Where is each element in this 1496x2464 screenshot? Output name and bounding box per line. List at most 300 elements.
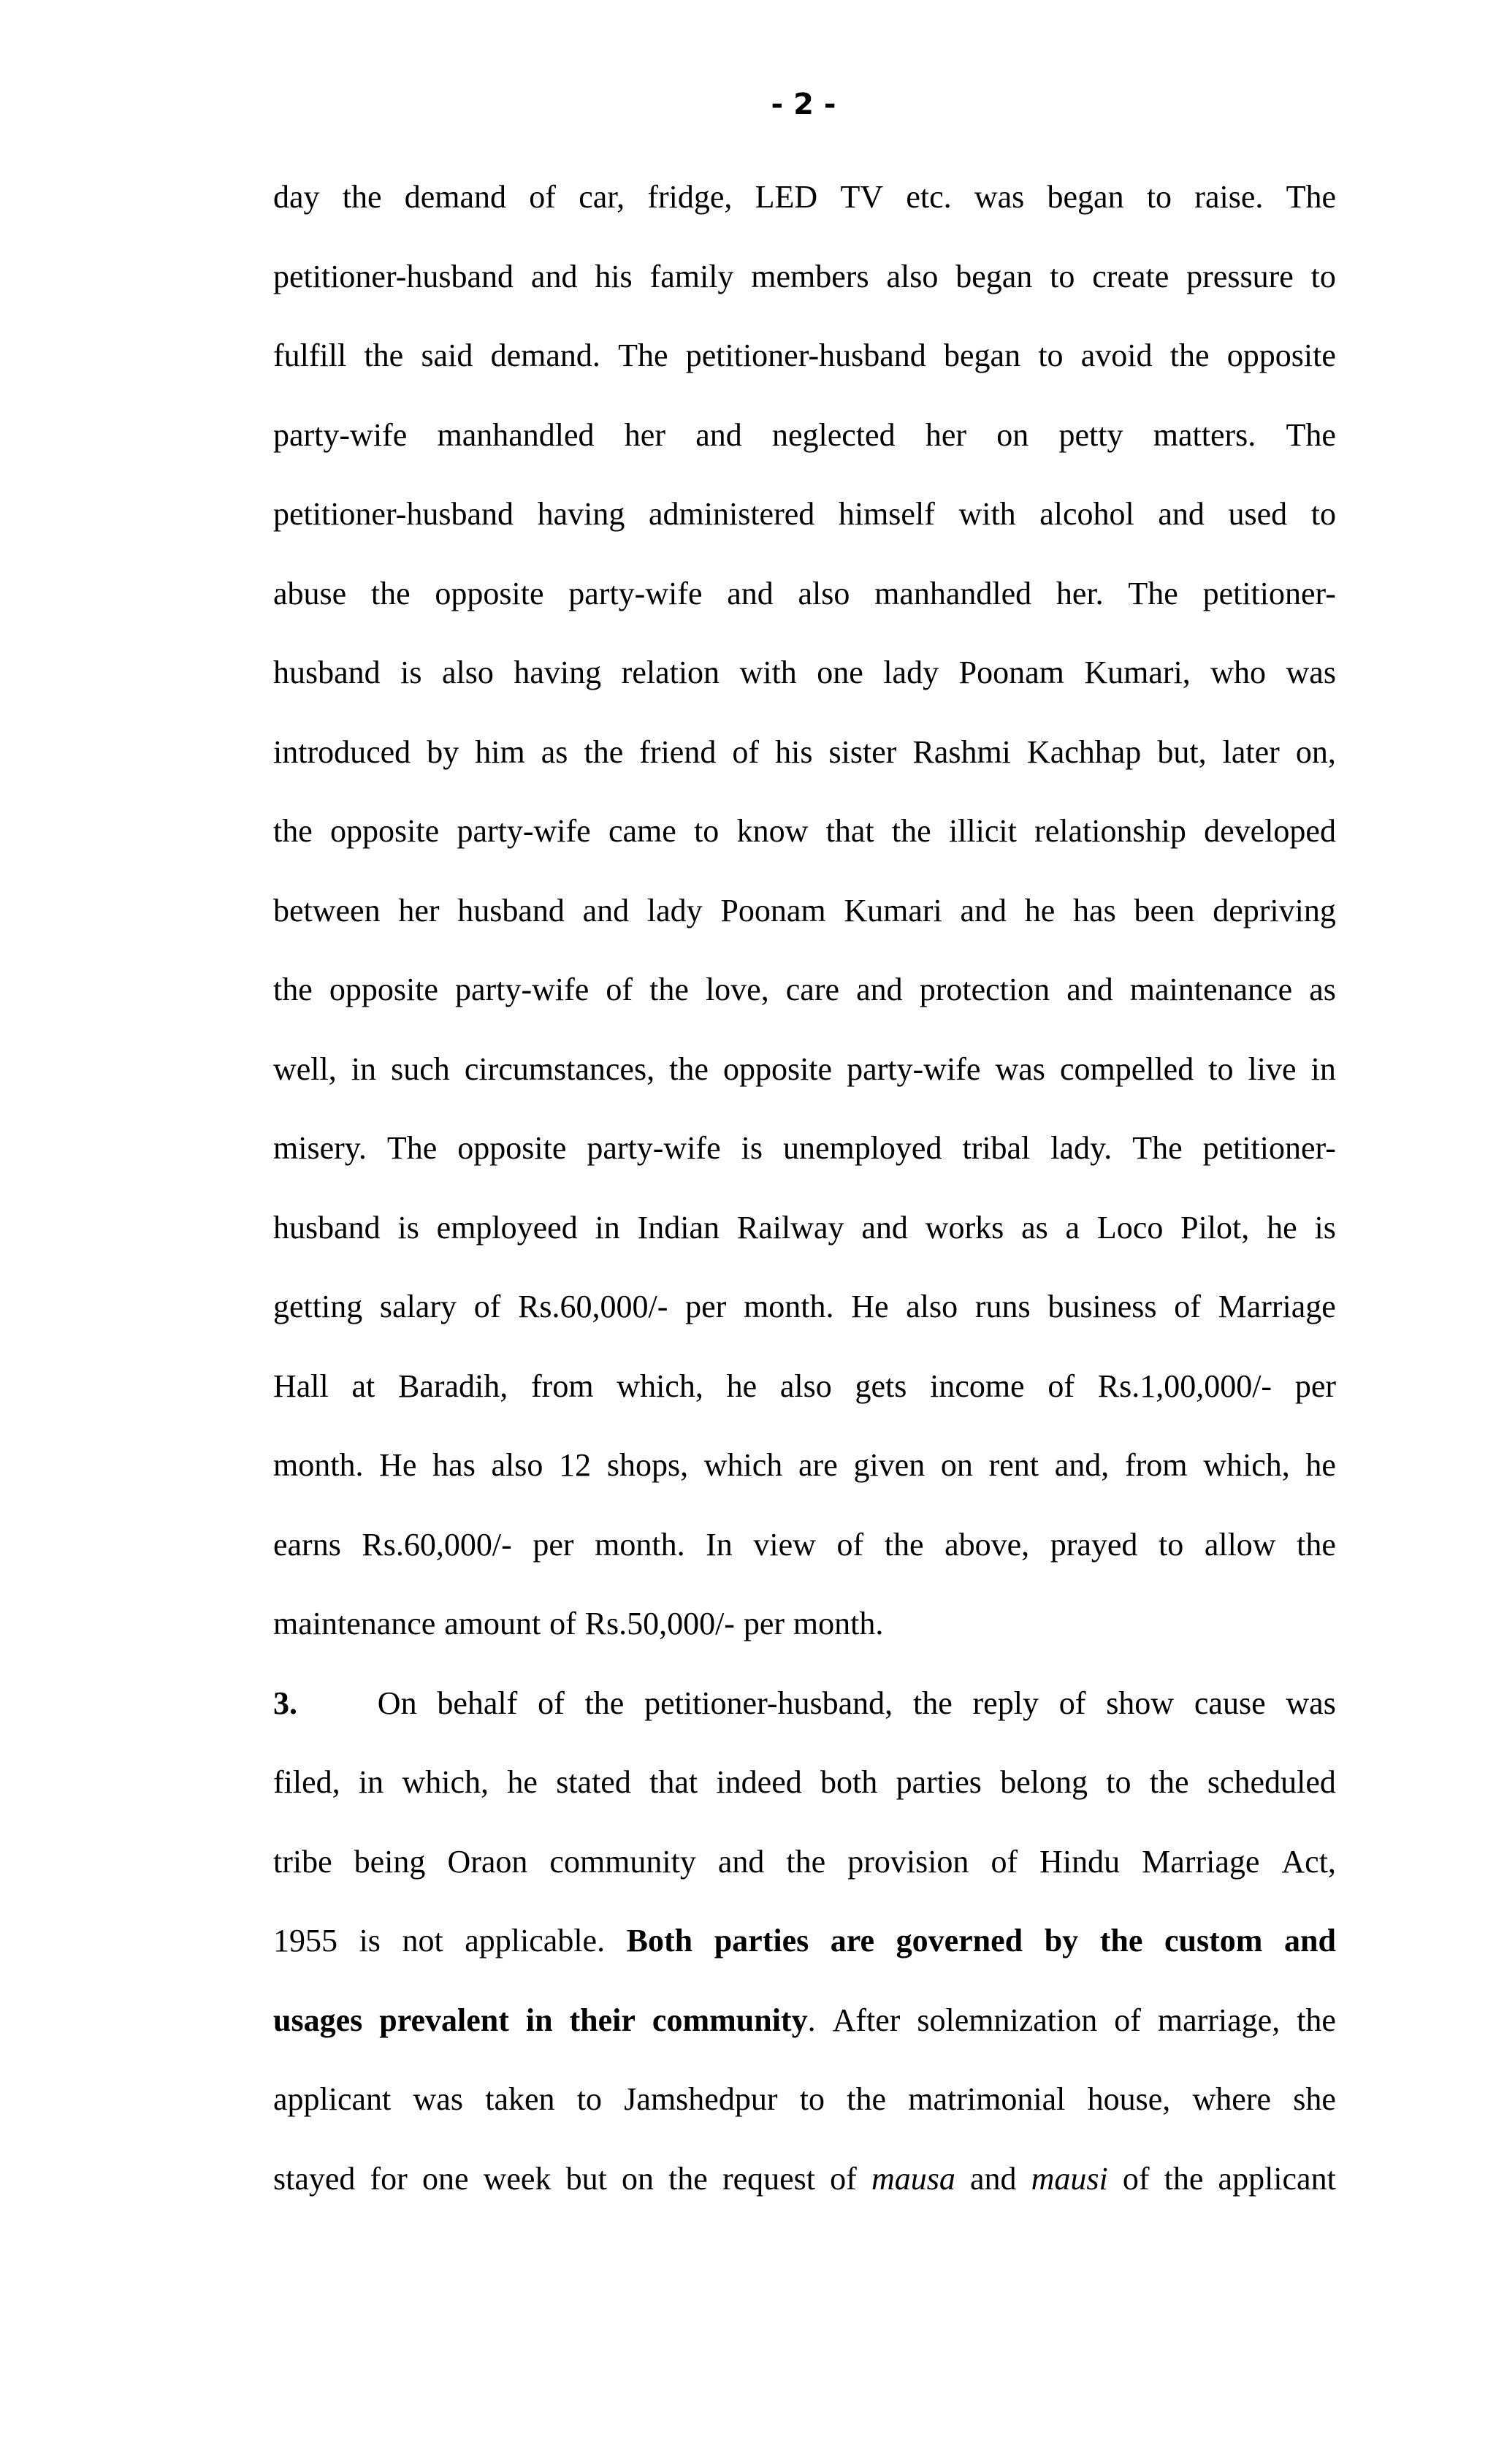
word: tribe [273, 1843, 332, 1880]
text-line [273, 1347, 1336, 1427]
word: a [1065, 1209, 1080, 1246]
word: The [1286, 416, 1336, 453]
word: of [538, 1685, 565, 1721]
word: depriving [1213, 892, 1336, 928]
word: Rs.1,00,000/- [1097, 1368, 1272, 1404]
word: was [1286, 1685, 1336, 1721]
text-line [273, 158, 1336, 237]
word: not [402, 1923, 443, 1958]
word: Indian [637, 1209, 720, 1246]
word: she [1293, 2081, 1336, 2117]
word: behalf [437, 1685, 518, 1721]
word: friend [639, 733, 717, 770]
word: developed [1204, 813, 1336, 849]
word: car, [579, 179, 625, 215]
word: which, [1203, 1447, 1290, 1483]
word: being [354, 1843, 426, 1880]
word: and [960, 892, 1007, 928]
word: her [398, 892, 440, 928]
text-line [273, 475, 1336, 554]
word: and [695, 416, 742, 453]
word: as [541, 733, 568, 770]
word: circumstances, [464, 1050, 655, 1087]
word: with [739, 655, 797, 690]
word: one [817, 655, 863, 690]
word: . [807, 2002, 816, 2038]
word: began [944, 337, 1021, 373]
word: illicit [948, 813, 1017, 849]
word: the [364, 337, 404, 373]
word: lady [883, 655, 939, 690]
word: Rs.60,000/- [518, 1289, 668, 1324]
word: that [649, 1764, 698, 1800]
word: filed, [273, 1764, 340, 1800]
word: stated [556, 1764, 631, 1800]
text-line [273, 554, 1336, 634]
word: is [359, 1923, 381, 1958]
word: scheduled [1207, 1764, 1336, 1800]
word: The [618, 337, 668, 373]
word: began [1047, 179, 1124, 215]
word: of [836, 1526, 864, 1563]
word: the [1149, 1764, 1189, 1800]
body-text [273, 158, 1336, 2219]
word: are [830, 1923, 875, 1958]
text-line [273, 1743, 1336, 1823]
word: been [1134, 892, 1195, 928]
word: abuse [273, 575, 347, 611]
word: tribal [962, 1130, 1031, 1166]
word: indeed [716, 1764, 802, 1800]
word: of [606, 972, 633, 1007]
word: rent [988, 1447, 1039, 1483]
word: opposite [1226, 337, 1336, 373]
word: love, [705, 972, 769, 1007]
word: for [370, 2160, 408, 2197]
word: also [906, 1289, 958, 1324]
word: reply [972, 1685, 1039, 1721]
word: belong [1000, 1764, 1088, 1800]
word: above, [944, 1526, 1030, 1563]
word: in [1310, 1050, 1336, 1087]
word: After [832, 2002, 901, 2038]
word: of [1047, 1368, 1075, 1404]
word-group [652, 1981, 816, 2061]
word: applicant [1218, 2160, 1336, 2197]
word: Loco [1096, 1209, 1164, 1246]
word: also [491, 1447, 543, 1483]
word: he [1024, 892, 1056, 928]
word: protection [919, 972, 1050, 1007]
word: the [786, 1843, 826, 1880]
word: provision [847, 1843, 969, 1880]
word: per [743, 1606, 785, 1641]
word: the [884, 1526, 924, 1563]
word: neglected [772, 416, 896, 453]
word: at [351, 1368, 375, 1404]
word: said [421, 337, 473, 373]
word: to [1159, 1526, 1184, 1563]
word: her. [1056, 575, 1104, 611]
text-line [273, 1981, 1336, 2061]
word: He [379, 1447, 417, 1483]
word: month. [793, 1606, 884, 1641]
word: Marriage [1218, 1289, 1336, 1324]
word: as [1309, 972, 1336, 1007]
word: and [1066, 972, 1113, 1007]
word: applicant [273, 2081, 392, 2117]
word: in [595, 1209, 620, 1246]
word: parties [714, 1923, 809, 1958]
word: well, [273, 1050, 337, 1087]
word: husband [457, 892, 565, 928]
text-line [273, 1584, 1336, 1664]
word: by [427, 733, 459, 770]
word: of [1122, 2160, 1150, 2197]
word: lady [646, 892, 703, 928]
word: to [1310, 496, 1336, 532]
word: to [1208, 1050, 1234, 1087]
word: and [1158, 496, 1205, 532]
word: TV [840, 179, 884, 215]
word: the [649, 972, 689, 1007]
word: demand. [490, 337, 600, 373]
word: members [751, 258, 869, 294]
word: and [861, 1209, 908, 1246]
word: one [421, 2160, 469, 2197]
text-line [273, 1506, 1336, 1585]
word: alcohol [1039, 496, 1134, 532]
word: petitioner-husband [273, 258, 514, 294]
word: On [377, 1685, 417, 1721]
word: Kachhap [1026, 733, 1142, 770]
word: the [273, 813, 313, 849]
word: month. [273, 1447, 364, 1483]
word: Marriage [1142, 1843, 1260, 1880]
word: but [565, 2160, 607, 2197]
word: of [732, 733, 760, 770]
text-line [273, 713, 1336, 793]
word: the [1169, 337, 1210, 373]
word: also [886, 258, 939, 294]
word: her [624, 416, 665, 453]
word: month. [744, 1289, 834, 1324]
word: the [584, 733, 624, 770]
word: is [1314, 1209, 1336, 1246]
word: he [1305, 1447, 1336, 1483]
word: relationship [1034, 813, 1186, 849]
word: getting [273, 1289, 363, 1324]
word: he [507, 1764, 538, 1800]
word: husband [273, 1209, 381, 1246]
word: her [925, 416, 967, 453]
text-line [273, 1902, 1336, 1981]
word: where [1192, 2081, 1272, 2117]
word: parties [896, 1764, 982, 1800]
text-line [273, 316, 1336, 396]
word: to [1038, 337, 1064, 373]
text-line [273, 1823, 1336, 1902]
word: of [529, 179, 556, 215]
word: to [576, 2081, 603, 2117]
word: party-wife [587, 1130, 721, 1166]
word: Jamshedpur [624, 2081, 778, 2117]
word: given [853, 1447, 926, 1483]
word: prayed [1050, 1526, 1138, 1563]
word: per [1294, 1368, 1336, 1404]
word: The [1128, 575, 1178, 611]
word: and [717, 1843, 765, 1880]
word: which, [617, 1368, 703, 1404]
word: is [741, 1130, 763, 1166]
word: gets [855, 1368, 907, 1404]
word: later [1222, 733, 1280, 770]
word: who [1210, 655, 1267, 690]
word: pressure [1186, 258, 1294, 294]
word: petitioner-husband, [644, 1685, 893, 1721]
word: as [1021, 1209, 1048, 1246]
word: and [582, 892, 630, 928]
word: from [1124, 1447, 1188, 1483]
word: create [1092, 258, 1169, 294]
word: opposite [329, 972, 438, 1007]
word: request [722, 2160, 816, 2197]
word: in [351, 1050, 377, 1087]
word: of [1174, 1289, 1201, 1324]
text-line [273, 396, 1336, 476]
word: week [483, 2160, 552, 2197]
word: from [531, 1368, 594, 1404]
word: The [1132, 1130, 1183, 1166]
word: Rs.50,000/- [584, 1606, 735, 1641]
word: and [1283, 1923, 1336, 1958]
word: compelled [1059, 1050, 1194, 1087]
word: governed [896, 1923, 1023, 1958]
word: also [779, 1368, 832, 1404]
word: and [530, 258, 578, 294]
word: works [925, 1209, 1004, 1246]
word: their [569, 2002, 636, 2038]
word: has [1073, 892, 1116, 928]
word: of [1058, 1685, 1086, 1721]
word: such [391, 1050, 450, 1087]
word: usages [273, 2002, 363, 2038]
text-line [273, 1189, 1336, 1268]
word: petty [1058, 416, 1123, 453]
text-line [273, 950, 1336, 1030]
word: care [785, 972, 840, 1007]
word: community [549, 1843, 696, 1880]
word: of [473, 1289, 501, 1324]
word: solemnization [917, 2002, 1098, 2038]
word: between [273, 892, 381, 928]
word: per [533, 1526, 574, 1563]
text-line [273, 1030, 1336, 1110]
word: him [475, 733, 525, 770]
word: petitioner-husband [273, 496, 514, 532]
word: sister [828, 733, 897, 770]
word: the [584, 1685, 625, 1721]
word: Pilot, [1180, 1209, 1250, 1246]
word: business [1047, 1289, 1157, 1324]
word: Rashmi [912, 733, 1011, 770]
word: to [1050, 258, 1075, 294]
word: of [830, 2160, 857, 2197]
word: the [1297, 2002, 1336, 2038]
word: was [413, 2081, 463, 2117]
word: family [649, 258, 734, 294]
word: the [669, 1050, 709, 1087]
word: that [825, 813, 874, 849]
word: taken [485, 2081, 555, 2117]
word: of [549, 1606, 576, 1641]
word: manhandled [437, 416, 595, 453]
word: to [1146, 179, 1172, 215]
word: husband [273, 655, 381, 690]
text-line [273, 2140, 1336, 2219]
word: with [958, 496, 1016, 532]
text-line [273, 1267, 1336, 1347]
word: of [991, 1843, 1018, 1880]
word: Poonam [720, 892, 826, 928]
text-line [273, 2060, 1336, 2140]
word: petitioner-husband [685, 337, 926, 373]
word: to [694, 813, 720, 849]
word: of [1114, 2002, 1141, 2038]
word: has [432, 1447, 476, 1483]
word: marriage, [1157, 2002, 1281, 2038]
word: stayed [273, 2160, 356, 2197]
word: mausa [871, 2160, 955, 2197]
word: matters. [1153, 416, 1256, 453]
word: on [996, 416, 1029, 453]
word: In [706, 1526, 733, 1563]
word: the [912, 1685, 953, 1721]
word: opposite [722, 1050, 833, 1087]
word: Kumari [844, 892, 942, 928]
word: his [595, 258, 633, 294]
word: He [851, 1289, 889, 1324]
word: 1955 [273, 1923, 337, 1958]
word: the [1164, 2160, 1204, 2197]
word: the [668, 2160, 708, 2197]
word: began [955, 258, 1033, 294]
word: the [847, 2081, 887, 2117]
word: to [1106, 1764, 1131, 1800]
word: employeed [436, 1209, 578, 1246]
word: is [400, 655, 422, 690]
word: shops, [606, 1447, 689, 1483]
word: fridge, [647, 179, 733, 215]
word: Act, [1281, 1843, 1336, 1880]
word: are [798, 1447, 838, 1483]
word: party-wife [457, 813, 591, 849]
word: and [727, 575, 774, 611]
word: relation [621, 655, 720, 690]
word: both [820, 1764, 878, 1800]
text-line [273, 1426, 1336, 1506]
word: fulfill [273, 337, 347, 373]
word: the [370, 575, 411, 611]
word: Hindu [1039, 1843, 1121, 1880]
word: he [1267, 1209, 1297, 1246]
word: was [974, 179, 1025, 215]
word: the [891, 813, 931, 849]
word: administered [649, 496, 815, 532]
word: introduced [273, 733, 411, 770]
word: in [358, 1764, 384, 1800]
word: view [753, 1526, 816, 1563]
word: The [386, 1130, 438, 1166]
word: day [273, 179, 320, 215]
word: is [397, 1209, 419, 1246]
word: allow [1204, 1526, 1276, 1563]
word: know [736, 813, 809, 849]
word: maintenance [1129, 972, 1293, 1007]
word: also [442, 655, 494, 690]
word: applicable. [465, 1923, 606, 1958]
word: to [799, 2081, 825, 2117]
word: the [273, 972, 313, 1007]
text-line [273, 1109, 1336, 1189]
word: amount [444, 1606, 541, 1641]
word: which [703, 1447, 783, 1483]
word: salary [379, 1289, 457, 1324]
text-line [273, 633, 1336, 713]
word: unemployed [782, 1130, 942, 1166]
word: runs [974, 1289, 1031, 1324]
word: on, [1295, 733, 1336, 770]
word: lady. [1050, 1130, 1113, 1166]
word: having [514, 655, 602, 690]
word: the [1297, 1526, 1336, 1563]
word: 12 [559, 1447, 592, 1483]
word: party-wife [455, 972, 589, 1007]
word: the [342, 179, 382, 215]
word: opposite [330, 813, 440, 849]
word: mausi [1031, 2160, 1108, 2197]
text-line [273, 871, 1336, 951]
word: earns [273, 1526, 341, 1563]
word: raise. [1194, 179, 1264, 215]
word: and [856, 972, 903, 1007]
word: by [1044, 1923, 1079, 1958]
word: month. [595, 1526, 685, 1563]
word: Railway [736, 1209, 844, 1246]
word: live [1248, 1050, 1297, 1087]
word: party-wife [568, 575, 703, 611]
word: Kumari, [1084, 655, 1191, 690]
word: also [798, 575, 850, 611]
word: per [685, 1289, 727, 1324]
word: Hall [273, 1368, 329, 1404]
word: party-wife [273, 416, 408, 453]
word: his [775, 733, 813, 770]
word: himself [838, 496, 935, 532]
paragraph-number: 3. [273, 1685, 297, 1721]
word: prevalent [379, 2002, 509, 2038]
word: Rs.60,000/- [362, 1526, 512, 1563]
word: was [1286, 655, 1336, 690]
word: and [969, 2160, 1017, 2197]
word: income [930, 1368, 1025, 1404]
word: opposite [435, 575, 544, 611]
word: show [1106, 1685, 1175, 1721]
text-line [273, 1664, 1336, 1744]
word: he [726, 1368, 757, 1404]
word: the [1099, 1923, 1143, 1958]
word: community [652, 2002, 808, 2038]
